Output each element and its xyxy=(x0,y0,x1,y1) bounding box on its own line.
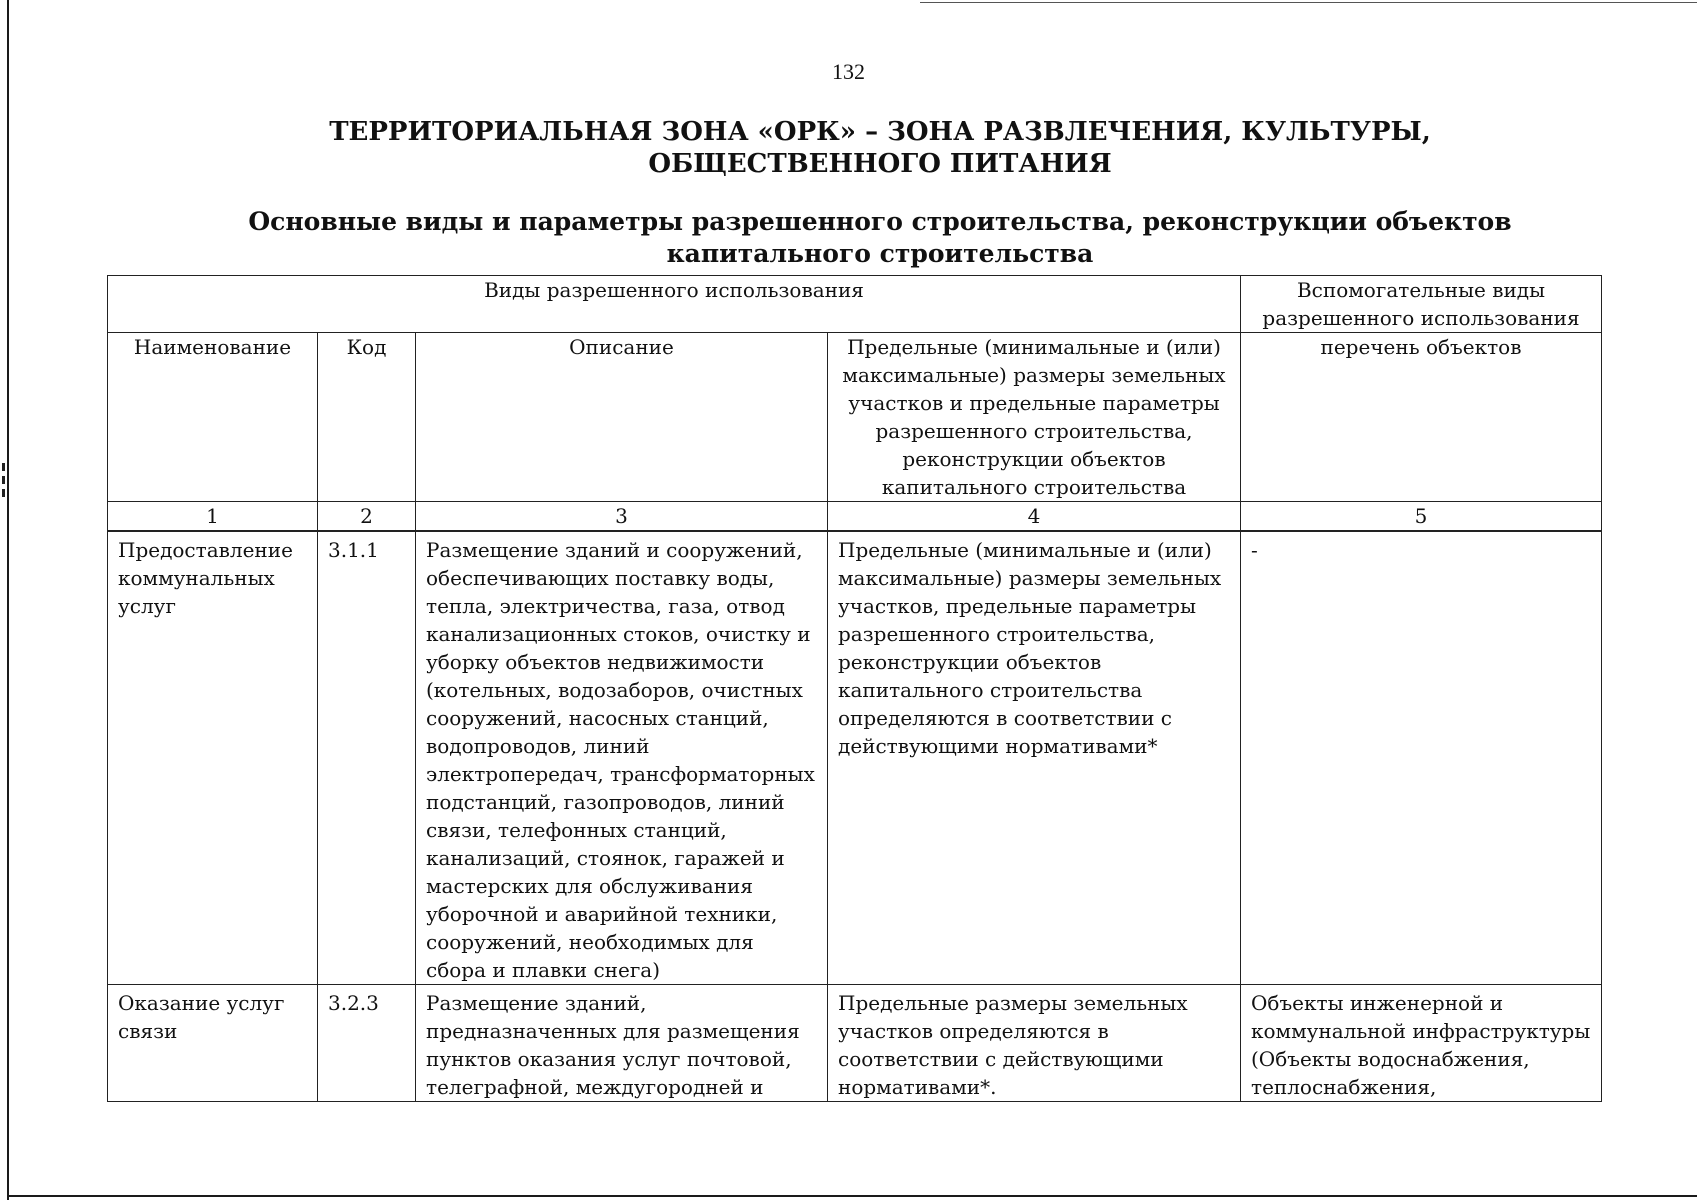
page-edge-bottom xyxy=(7,1195,1697,1197)
use-limits: Предельные (минимальные и (или) максимальные) размеры земельных участков, предельные параметры разрешенного строительства, реконструкции объектов капитального строительства определяются в соответствии с действующими нормативами* xyxy=(828,531,1241,985)
column-number: 4 xyxy=(828,502,1241,532)
use-code: 3.2.3 xyxy=(318,985,416,1102)
page-edge-left xyxy=(7,0,9,1200)
table-row xyxy=(108,985,1602,1102)
page-number: 132 xyxy=(832,59,865,84)
table-row xyxy=(108,531,1602,985)
column-header-code: Код xyxy=(318,333,416,502)
column-header-description: Описание xyxy=(416,333,828,502)
use-name: Предоставление коммунальных услуг xyxy=(108,531,318,985)
use-limits: Предельные размеры земельных участков определяются в соответствии с действующими нормативами*. xyxy=(828,985,1241,1102)
table-group-header-row xyxy=(108,276,1602,333)
use-description: Размещение зданий и сооружений, обеспечивающих поставку воды, тепла, электричества, газа, отвод канализационных стоков, очистку и уборку объектов недвижимости (котельных, водозаборов, очистных сооружений, насосных станций, водопроводов, линий электропередач, трансформаторных подстанций, газопроводов, линий связи, телефонных станций, канализаций, стоянок, гаражей и мастерских для обслуживания уборочной и аварийной техники, сооружений, необходимых для сбора и плавки снега) xyxy=(416,531,828,985)
column-number: 1 xyxy=(108,502,318,532)
group-header-aux: Вспомогательные виды разрешенного использования xyxy=(1241,276,1602,333)
column-number: 2 xyxy=(318,502,416,532)
scan-mark xyxy=(2,463,5,511)
page-edge-top xyxy=(920,2,1697,3)
aux-objects: - xyxy=(1241,531,1602,985)
aux-objects: Объекты инженерной и коммунальной инфраструктуры (Объекты водоснабжения, теплоснабжения, xyxy=(1241,985,1602,1102)
column-number: 3 xyxy=(416,502,828,532)
column-number: 5 xyxy=(1241,502,1602,532)
column-header-name: Наименование xyxy=(108,333,318,502)
group-header-main: Виды разрешенного использования xyxy=(108,276,1241,333)
section-subtitle: Основные виды и параметры разрешенного строительства, реконструкции объектов капитального строительства xyxy=(248,207,1512,268)
column-header-limits: Предельные (минимальные и (или) максимальные) размеры земельных участков и предельные параметры разрешенного строительства, реконструкции объектов капитального строительства xyxy=(828,333,1241,502)
zone-title: ТЕРРИТОРИАЛЬНАЯ ЗОНА «ОРК» – ЗОНА РАЗВЛЕЧЕНИЯ, КУЛЬТУРЫ, ОБЩЕСТВЕННОГО ПИТАНИЯ xyxy=(329,117,1431,179)
column-number-row xyxy=(108,502,1602,532)
table-column-header-row xyxy=(108,333,1602,502)
use-name: Оказание услуг связи xyxy=(108,985,318,1102)
use-code: 3.1.1 xyxy=(318,531,416,985)
permitted-use-table xyxy=(107,275,1602,1102)
use-description: Размещение зданий, предназначенных для размещения пунктов оказания услуг почтовой, телеграфной, междугородней и xyxy=(416,985,828,1102)
column-header-objects: перечень объектов xyxy=(1241,333,1602,502)
